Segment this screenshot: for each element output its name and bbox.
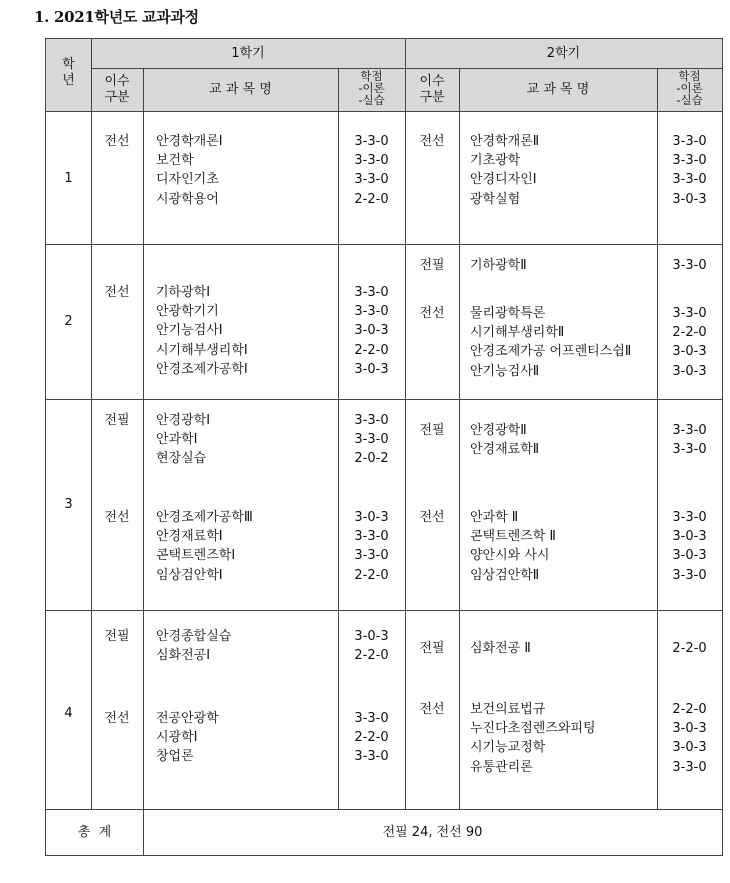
course-name: 안기능검사Ⅱ — [470, 363, 540, 379]
course-name: 현장실습 — [156, 451, 207, 467]
course-credits: 3-3-0 — [672, 306, 707, 321]
course-name: 안과학 Ⅱ — [470, 510, 519, 525]
course-name: 시광학Ⅰ — [156, 730, 198, 746]
course-name: 심화전공Ⅰ — [156, 648, 211, 664]
category-label: 전선 — [419, 510, 445, 525]
course-credits: 3-0-3 — [354, 323, 389, 339]
semester-1-header: 1학기 — [231, 46, 265, 61]
course-credits: 2-2-0 — [354, 730, 389, 746]
course-credits: 2-2-0 — [672, 325, 707, 341]
category-label: 전필 — [104, 413, 130, 428]
course-name: 디자인기초 — [156, 172, 219, 188]
category-label: 전필 — [419, 423, 445, 438]
course-name: 안경조제가공학Ⅲ — [156, 510, 253, 525]
course-credits: 2-0-2 — [354, 451, 389, 467]
grade-2: 2 — [64, 314, 73, 329]
grade-3: 3 — [64, 497, 73, 512]
course-name: 안광학기기 — [156, 304, 219, 320]
course-name: 시광학용어 — [156, 191, 219, 207]
course-name: 시기해부생리학Ⅰ — [156, 342, 248, 358]
course-credits: 3-3-0 — [672, 172, 707, 188]
course-credits: 3-3-0 — [354, 529, 389, 545]
course-name: 기하광학Ⅱ — [470, 258, 527, 273]
course-credits: 3-3-0 — [354, 153, 389, 169]
course-credits: 2-2-0 — [354, 648, 389, 664]
course-credits: 3-3-0 — [672, 134, 707, 149]
course-name: 광학실험 — [470, 191, 521, 207]
course-name: 안경조제가공 어프렌티스쉽Ⅱ — [470, 344, 632, 360]
course-name: 임상검안학Ⅱ — [470, 567, 540, 583]
course-credits: 3-3-0 — [354, 304, 389, 320]
course-name: 기초광학 — [470, 153, 521, 169]
course-credits: 2-2-0 — [672, 702, 707, 717]
course-name: 안경재료학Ⅱ — [470, 442, 540, 458]
category-label: 전선 — [104, 510, 130, 525]
curriculum-table — [45, 38, 723, 856]
category-header-s1: 이수 구분 — [104, 74, 130, 105]
course-name: 전공안광학 — [156, 711, 219, 726]
category-label: 전필 — [419, 258, 445, 273]
course-credits: 2-2-0 — [354, 567, 389, 583]
course-credits: 3-0-3 — [354, 629, 389, 644]
course-credits: 3-3-0 — [672, 759, 707, 775]
course-name: 보건학 — [156, 153, 194, 169]
course-credits: 3-3-0 — [354, 172, 389, 188]
course-credits: 3-3-0 — [354, 711, 389, 726]
category-label: 전필 — [104, 629, 130, 644]
course-credits: 3-0-3 — [672, 740, 707, 756]
category-label: 전선 — [104, 711, 130, 726]
course-name: 콘택트렌즈학 Ⅱ — [470, 529, 556, 545]
course-header-s1: 교 과 목 명 — [209, 82, 272, 97]
course-credits: 3-3-0 — [672, 258, 707, 273]
course-name: 콘택트렌즈학Ⅰ — [156, 548, 236, 564]
course-name: 시기능교정학 — [470, 740, 546, 756]
course-name: 임상검안학Ⅰ — [156, 567, 223, 583]
course-name: 심화전공 Ⅱ — [470, 641, 531, 656]
course-credits: 3-0-3 — [354, 510, 389, 525]
course-credits: 3-3-0 — [354, 749, 389, 765]
category-label: 전선 — [104, 285, 130, 300]
total-label: 총 계 — [77, 825, 112, 840]
category-label: 전선 — [104, 134, 130, 149]
page-title: 1. 2021학년도 교과과정 — [34, 8, 199, 26]
course-credits: 3-3-0 — [354, 134, 389, 149]
course-name: 물리광학특론 — [470, 306, 546, 321]
grade-1: 1 — [64, 171, 73, 186]
course-credits: 3-3-0 — [672, 153, 707, 169]
total-value: 전필 24, 전선 90 — [382, 825, 483, 840]
course-header-s2: 교 과 목 명 — [526, 82, 590, 97]
category-header-s2: 이수 구분 — [419, 74, 445, 105]
course-name: 양안시와 사시 — [470, 548, 550, 564]
course-name: 안경종합실습 — [156, 629, 232, 644]
course-credits: 3-0-3 — [354, 361, 389, 377]
course-name: 누진다초점렌즈와피팅 — [470, 721, 596, 737]
course-credits: 3-3-0 — [354, 548, 389, 564]
category-label: 전선 — [419, 306, 445, 321]
course-credits: 3-0-3 — [672, 191, 707, 207]
course-credits: 3-3-0 — [672, 442, 707, 458]
course-credits: 3-0-3 — [672, 548, 707, 564]
course-name: 안경학개론Ⅱ — [470, 134, 540, 149]
course-credits: 3-0-3 — [672, 529, 707, 545]
course-credits: 3-3-0 — [672, 423, 707, 438]
course-name: 안경디자인Ⅰ — [470, 172, 537, 188]
course-name: 안기능검사Ⅰ — [156, 323, 223, 339]
category-label: 전선 — [419, 134, 445, 149]
course-credits: 3-3-0 — [354, 285, 389, 300]
credits-header-s1: 학점 -이론 -실습 — [358, 69, 385, 107]
course-name: 안경재료학Ⅰ — [156, 529, 223, 545]
course-credits: 2-2-0 — [354, 342, 389, 358]
course-credits: 2-2-0 — [354, 191, 389, 207]
course-name: 안경학개론Ⅰ — [156, 134, 223, 149]
course-name: 기하광학Ⅰ — [156, 285, 211, 300]
grade-4: 4 — [64, 706, 73, 721]
course-credits: 3-0-3 — [672, 363, 707, 379]
course-name: 창업론 — [156, 749, 194, 765]
course-name: 시기해부생리학Ⅱ — [470, 325, 565, 341]
course-credits: 3-0-3 — [672, 344, 707, 360]
grade-header: 학 년 — [62, 57, 75, 88]
category-label: 전선 — [419, 702, 445, 717]
semester-2-header: 2학기 — [546, 46, 581, 61]
course-credits: 3-3-0 — [672, 510, 707, 525]
course-credits: 3-3-0 — [354, 413, 389, 428]
course-name: 안경광학Ⅱ — [470, 423, 527, 438]
category-label: 전필 — [419, 641, 445, 656]
credits-header-s2: 학점 -이론 -실습 — [676, 69, 703, 107]
course-name: 보건의료법규 — [470, 702, 546, 717]
course-credits: 2-2-0 — [672, 641, 707, 656]
course-name: 유통관리론 — [470, 759, 533, 775]
course-name: 안경광학Ⅰ — [156, 413, 211, 428]
course-name: 안경조제가공학Ⅰ — [156, 361, 248, 377]
course-credits: 3-3-0 — [354, 432, 389, 448]
course-credits: 3-0-3 — [672, 721, 707, 737]
course-name: 안과학Ⅰ — [156, 432, 198, 448]
course-credits: 3-3-0 — [672, 567, 707, 583]
